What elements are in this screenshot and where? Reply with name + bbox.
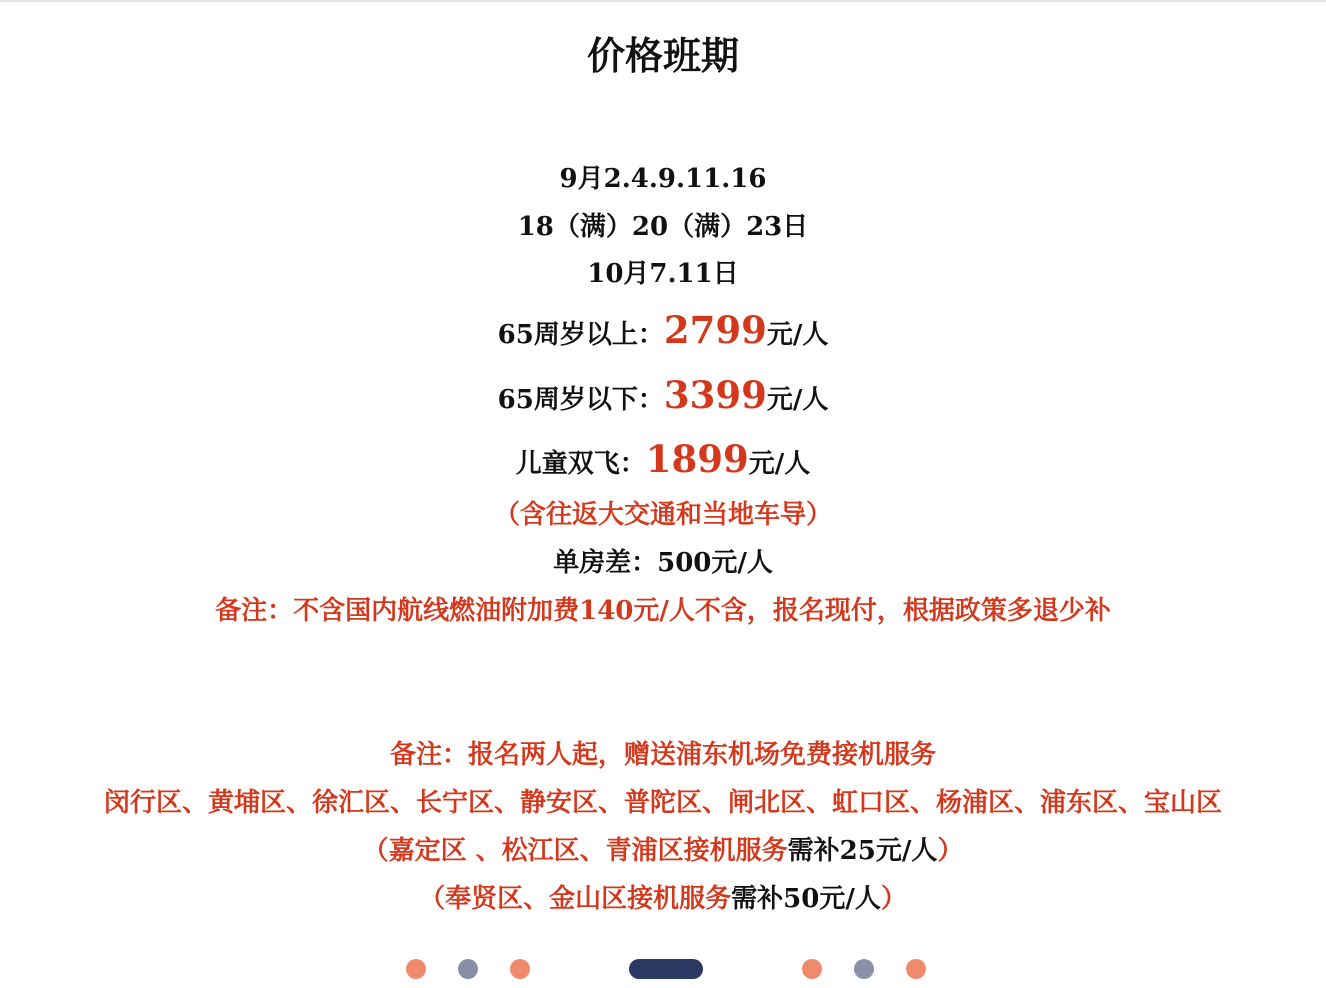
pickup-extra-fee-25 xyxy=(0,834,1326,868)
close-paren: ） xyxy=(880,884,907,914)
pickup-districts-extra-1: （嘉定区 、松江区、青浦区接机服务 xyxy=(362,836,788,866)
gray-dot-icon xyxy=(854,959,874,979)
top-divider xyxy=(0,0,1326,2)
salmon-dot-icon xyxy=(906,959,926,979)
price-amount: 2799 xyxy=(663,308,767,352)
pickup-note: 备注：报名两人起，赠送浦东机场免费接机服务 xyxy=(389,740,936,770)
price-label: 65周岁以上： xyxy=(497,320,664,350)
price-row-under-65 xyxy=(0,373,1326,422)
price-label: 65周岁以下： xyxy=(497,385,664,415)
price-unit: 元/人 xyxy=(748,449,811,479)
gray-dot-icon xyxy=(458,959,478,979)
pickup-districts-extra-2: （奉贤区、金山区接机服务 xyxy=(419,884,732,914)
fuel-surcharge-note: 备注：不含国内航线燃油附加费140元/人不含，报名现付，根据政策多退少补 xyxy=(215,596,1111,626)
navy-pill-icon xyxy=(629,959,703,979)
salmon-dot-icon xyxy=(802,959,822,979)
price-row-child xyxy=(0,437,1326,486)
price-unit: 元/人 xyxy=(766,320,829,350)
includes-note: （含往返大交通和当地车导） xyxy=(493,500,832,530)
pickup-fee-25: 需补25元/人 xyxy=(787,836,938,866)
pickup-extra-fee-50 xyxy=(0,882,1326,916)
pickup-districts: 闵行区、黄埔区、徐汇区、长宁区、静安区、普陀区、闸北区、虹口区、杨浦区、浦东区、宝山区 xyxy=(103,788,1222,818)
schedule-october: 10月7.11日 xyxy=(587,259,739,289)
decorative-dot-divider xyxy=(0,958,1326,980)
close-paren: ） xyxy=(937,836,964,866)
price-amount: 3399 xyxy=(663,373,767,417)
salmon-dot-icon xyxy=(406,959,426,979)
page-title: 价格班期 xyxy=(586,34,739,78)
price-row-over-65 xyxy=(0,308,1326,357)
schedule-september: 9月2.4.9.11.16 xyxy=(559,164,767,194)
price-label: 儿童双飞： xyxy=(515,449,646,479)
schedule-september-cont: 18（满）20（满）23日 xyxy=(517,212,809,242)
pickup-fee-50: 需补50元/人 xyxy=(731,884,881,914)
price-amount: 1899 xyxy=(645,437,749,481)
single-room-surcharge: 单房差：500元/人 xyxy=(553,548,773,578)
salmon-dot-icon xyxy=(510,959,530,979)
price-unit: 元/人 xyxy=(766,385,829,415)
